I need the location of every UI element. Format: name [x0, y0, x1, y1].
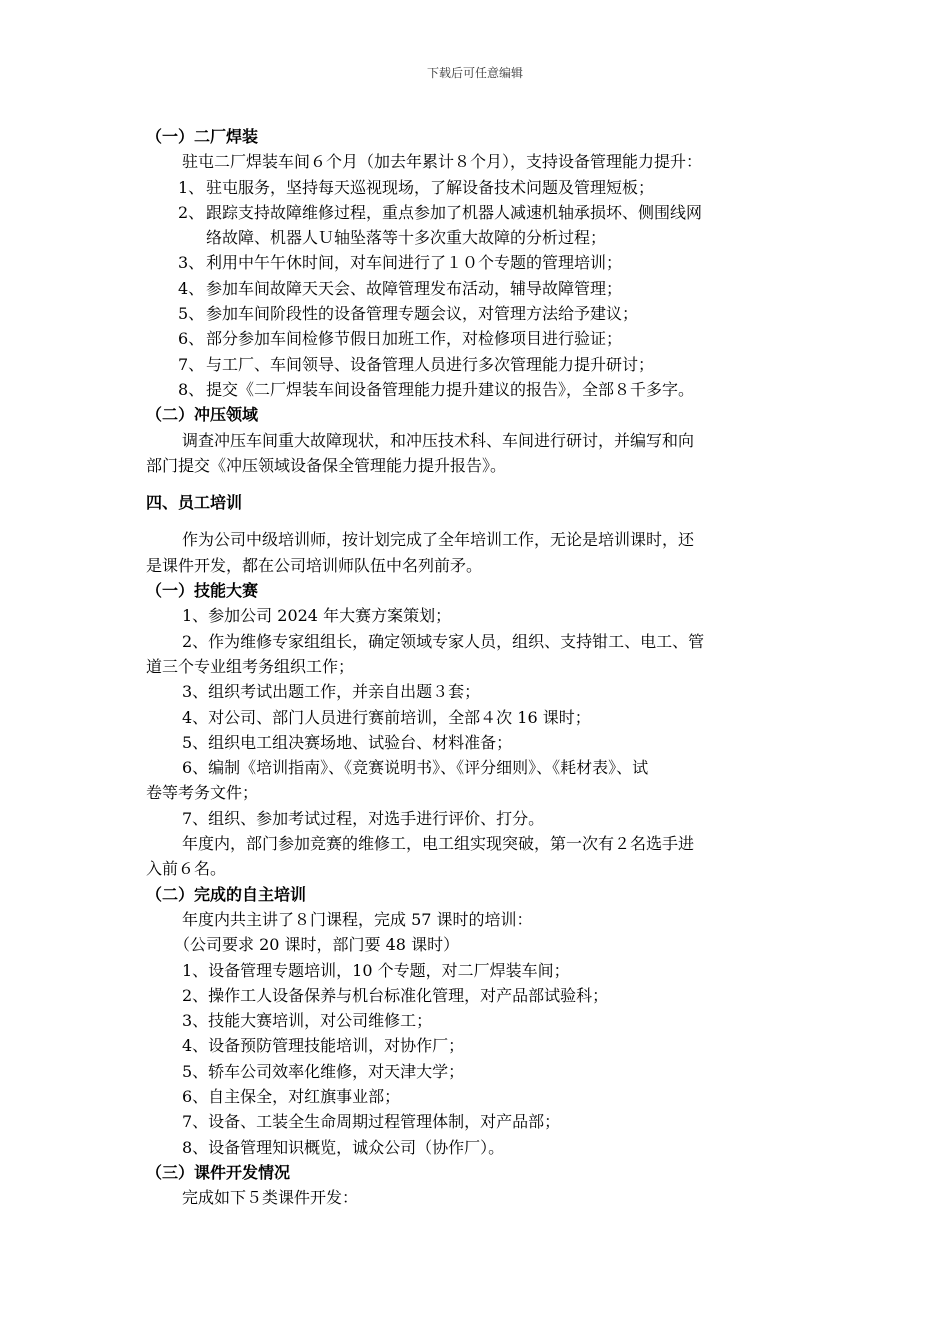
- list-item: 1、设备管理专题培训，10 个专题，对二厂焊装车间；: [182, 960, 570, 980]
- list-item: 3、技能大赛培训，对公司维修工；: [182, 1011, 433, 1031]
- list-item: 7、设备、工装全生命周期过程管理体制，对产品部；: [182, 1112, 561, 1132]
- list-text: 驻屯服务，坚持每天巡视现场，了解设备技术问题及管理短板；: [206, 177, 655, 197]
- list-item: [146, 276, 810, 301]
- document-body: [146, 124, 810, 1210]
- paragraph-note: （公司要求 20 课时，部门要 48 课时）: [174, 935, 460, 955]
- list-text: 与工厂、车间领导、设备管理人员进行多次管理能力提升研讨；: [206, 354, 655, 374]
- part-title-training: 四、员工培训: [146, 493, 243, 513]
- list-item: 7、组织、参加考试过程，对选手进行评价、打分。: [182, 808, 545, 828]
- list-item: [146, 301, 810, 326]
- list-number: 8、: [178, 379, 205, 399]
- list-number: 4、: [178, 278, 205, 298]
- list-item: 5、轿车公司效率化维修，对天津大学；: [182, 1061, 465, 1081]
- list-number: 6、: [178, 329, 205, 349]
- list-item-continuation: 络故障、机器人Ｕ轴坠落等十多次重大故障的分析过程；: [206, 228, 607, 248]
- list-item: [146, 175, 810, 200]
- section-title-welding: （一）二厂焊装: [146, 127, 259, 146]
- section-title-skills: （一）技能大赛: [146, 581, 259, 601]
- paragraph: 驻屯二厂焊装车间６个月（加去年累计８个月），支持设备管理能力提升：: [182, 152, 703, 172]
- list-item: 6、自主保全，对红旗事业部；: [182, 1086, 401, 1106]
- list-number: 1、: [178, 177, 205, 197]
- list-item: 5、组织电工组决赛场地、试验台、材料准备；: [182, 732, 513, 752]
- list-number: 7、: [178, 354, 205, 374]
- list-item: 3、组织考试出题工作，并亲自出题３套；: [182, 682, 481, 702]
- list-number: 2、: [178, 202, 205, 222]
- section-title-stamping: （二）冲压领域: [146, 405, 259, 425]
- paragraph: 完成如下５类课件开发：: [182, 1188, 359, 1208]
- paragraph: 调查冲压车间重大故障现状，和冲压技术科、车间进行研讨，并编写和向: [182, 430, 695, 450]
- paragraph: 年度内共主讲了８门课程，完成 57 课时的培训：: [182, 909, 533, 929]
- list-item: 1、参加公司 2024 年大赛方案策划；: [182, 606, 452, 626]
- list-number: 5、: [178, 304, 205, 324]
- list-item: 4、对公司、部门人员进行赛前培训，全部４次 16 课时；: [182, 707, 591, 727]
- paragraph-continuation: 入前６名。: [146, 859, 227, 879]
- list-item: [146, 250, 810, 275]
- paragraph: 年度内，部门参加竞赛的维修工，电工组实现突破，第一次有２名选手进: [182, 834, 695, 854]
- list-text: 部分参加车间检修节假日加班工作，对检修项目进行验证；: [206, 329, 623, 349]
- list-text: 提交《二厂焊装车间设备管理能力提升建议的报告》，全部８千多字。: [206, 379, 695, 399]
- list-text: 参加车间阶段性的设备管理专题会议，对管理方法给予建议；: [206, 304, 639, 324]
- list-item: [146, 352, 810, 377]
- section-title-courseware: （三）课件开发情况: [146, 1162, 291, 1182]
- section-title-self-training: （二）完成的自主培训: [146, 884, 307, 904]
- list-text: 利用中午午休时间，对车间进行了１０个专题的管理培训；: [206, 253, 623, 273]
- page-header: 下载后可任意编辑: [426, 66, 523, 80]
- list-item: [146, 200, 810, 225]
- list-item-continuation: 道三个专业组考务组织工作；: [146, 656, 355, 676]
- list-item: 6、编制《培训指南》、《竞赛说明书》、《评分细则》、《耗材表》、试: [182, 758, 649, 778]
- paragraph-continuation: 是课件开发，都在公司培训师队伍中名列前矛。: [146, 555, 483, 575]
- list-item: [146, 326, 810, 351]
- list-item: 8、设备管理知识概览，诚众公司（协作厂）。: [182, 1137, 505, 1157]
- paragraph-continuation: 部门提交《冲压领域设备保全管理能力提升报告》。: [146, 455, 507, 475]
- list-item: [146, 377, 810, 402]
- paragraph: 作为公司中级培训师，按计划完成了全年培训工作，无论是培训课时，还: [182, 530, 695, 550]
- list-text: 跟踪支持故障维修过程，重点参加了机器人减速机轴承损坏、侧围线网: [206, 202, 703, 222]
- list-number: 3、: [178, 253, 205, 273]
- list-item: 2、作为维修专家组组长，确定领域专家人员，组织、支持钳工、电工、管: [182, 631, 705, 651]
- list-item: 2、操作工人设备保养与机台标准化管理，对产品部试验科；: [182, 985, 609, 1005]
- list-text: 参加车间故障天天会、故障管理发布活动，辅导故障管理；: [206, 278, 623, 298]
- list-item-continuation: 卷等考务文件；: [146, 783, 259, 803]
- list-item: 4、设备预防管理技能培训，对协作厂；: [182, 1036, 465, 1056]
